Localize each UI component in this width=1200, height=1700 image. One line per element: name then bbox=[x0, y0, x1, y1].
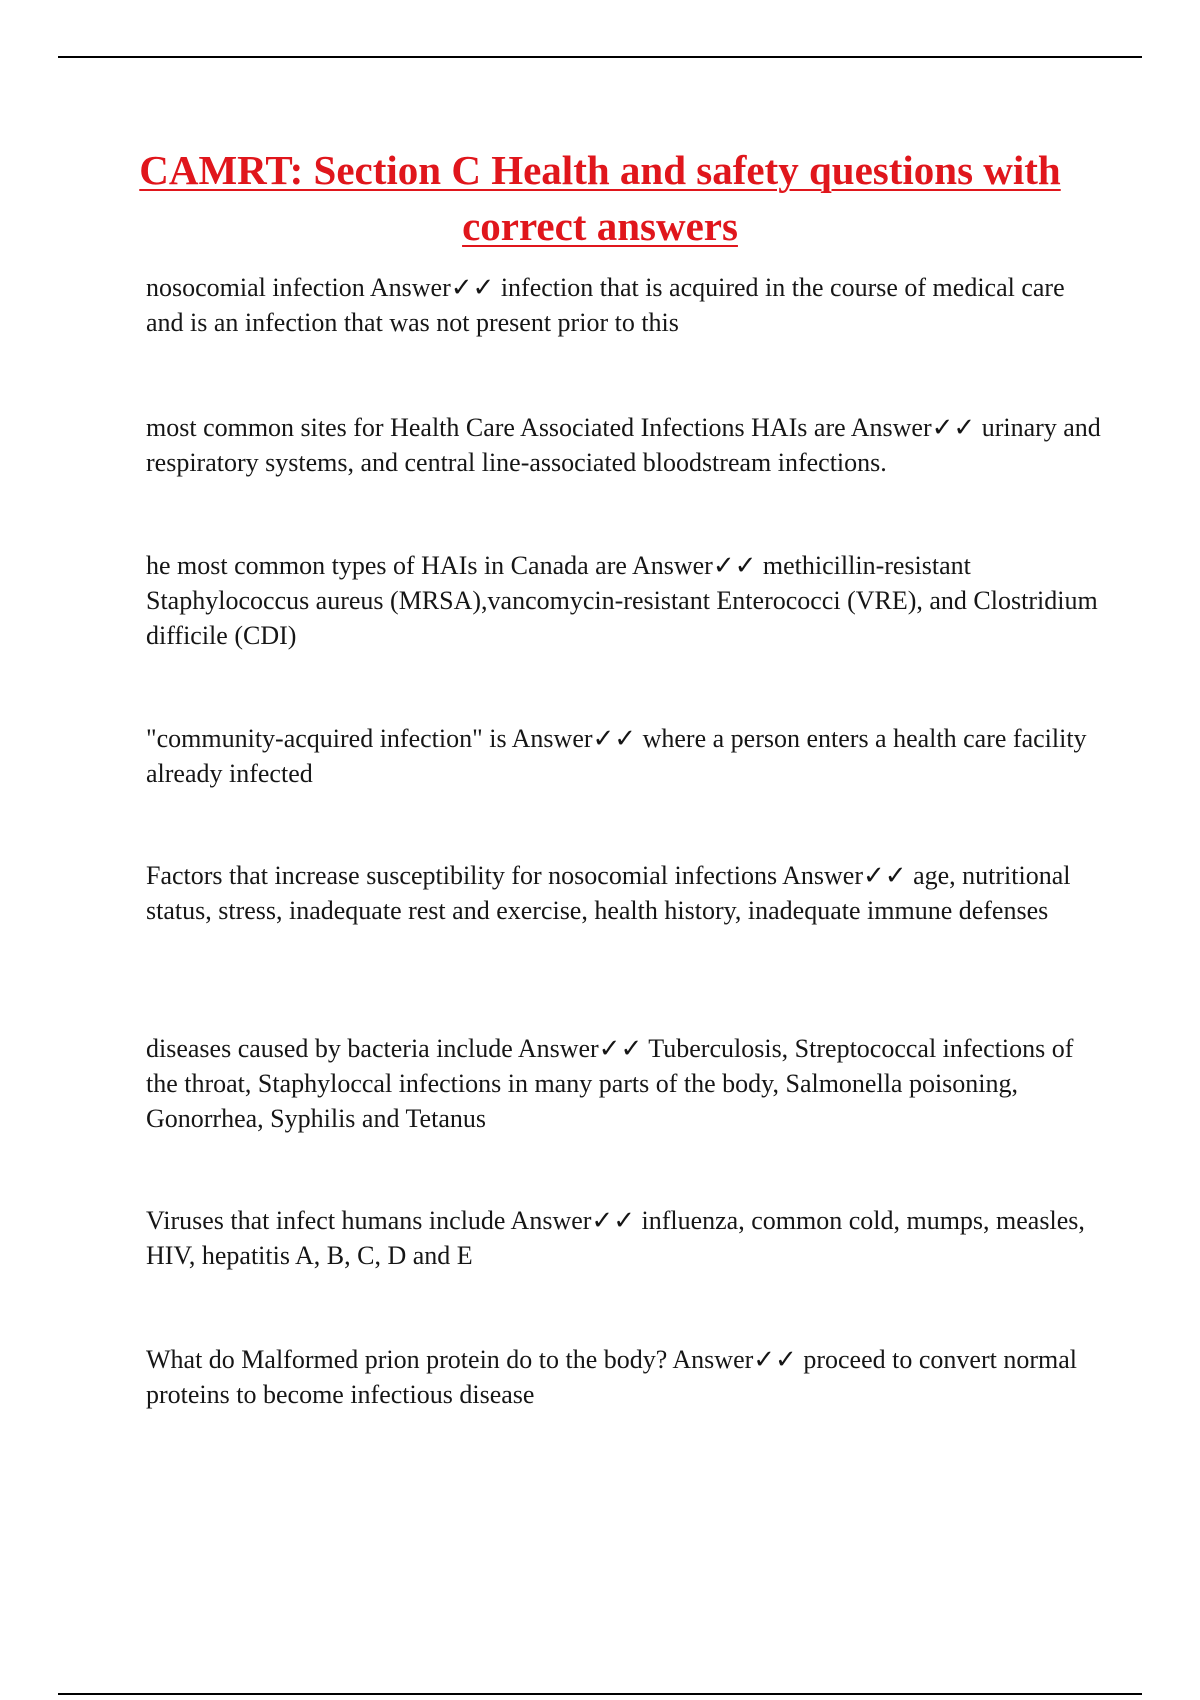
answer-text: Tuberculosis, Streptococcal infections of the throat, Staphyloccal infections in many parts of the body, Salmonella poisoning, Gonorrhea, Syphilis and Tetanus bbox=[146, 1034, 1074, 1133]
question-text: What do Malformed prion protein do to the body? bbox=[146, 1345, 668, 1374]
answer-marker: Answer✓✓ bbox=[510, 1206, 635, 1235]
answer-marker: Answer✓✓ bbox=[369, 273, 495, 302]
answer-text: infection that is acquired in the course of medical care and is an infection that was not present prior to this bbox=[146, 273, 1065, 337]
qa-entry bbox=[146, 410, 1106, 480]
question-text: Factors that increase susceptibility for nosocomial infections bbox=[146, 861, 778, 890]
answer-marker: Answer✓✓ bbox=[631, 551, 757, 580]
answer-text: where a person enters a health care facility already infected bbox=[146, 724, 1087, 788]
question-text: nosocomial infection bbox=[146, 273, 365, 302]
answer-marker: Answer✓✓ bbox=[511, 724, 637, 753]
qa-entry bbox=[146, 1031, 1106, 1136]
question-text: he most common types of HAIs in Canada are bbox=[146, 551, 627, 580]
answer-text: influenza, common cold, mumps, measles, HIV, hepatitis A, B, C, D and E bbox=[146, 1206, 1085, 1270]
qa-entry bbox=[146, 270, 1106, 340]
answer-marker: Answer✓✓ bbox=[672, 1345, 797, 1374]
answer-marker: Answer✓✓ bbox=[517, 1034, 643, 1063]
qa-entry bbox=[146, 721, 1106, 791]
bottom-rule bbox=[58, 1693, 1142, 1695]
question-text: most common sites for Health Care Associated Infections HAIs are bbox=[146, 413, 846, 442]
top-rule bbox=[58, 56, 1142, 58]
qa-entry bbox=[146, 1203, 1106, 1273]
answer-marker: Answer✓✓ bbox=[782, 861, 907, 890]
question-text: Viruses that infect humans include bbox=[146, 1206, 506, 1235]
question-text: diseases caused by bacteria include bbox=[146, 1034, 513, 1063]
qa-entry bbox=[146, 1342, 1106, 1412]
qa-entry bbox=[146, 858, 1106, 928]
answer-text: proceed to convert normal proteins to become infectious disease bbox=[146, 1345, 1077, 1409]
answer-marker: Answer✓✓ bbox=[850, 413, 976, 442]
document-title: CAMRT: Section C Health and safety questions with correct answers bbox=[139, 147, 1061, 249]
answer-text: urinary and respiratory systems, and central line-associated bloodstream infections. bbox=[146, 413, 1101, 477]
qa-entry bbox=[146, 548, 1106, 653]
answer-text: methicillin-resistant Staphylococcus aureus (MRSA),vancomycin-resistant Enterococci (VRE), and Clostridium difficile (CDI) bbox=[146, 551, 1098, 650]
question-text: "community-acquired infection" is bbox=[146, 724, 507, 753]
answer-text: age, nutritional status, stress, inadequate rest and exercise, health history, inadequate immune defenses bbox=[146, 861, 1071, 925]
